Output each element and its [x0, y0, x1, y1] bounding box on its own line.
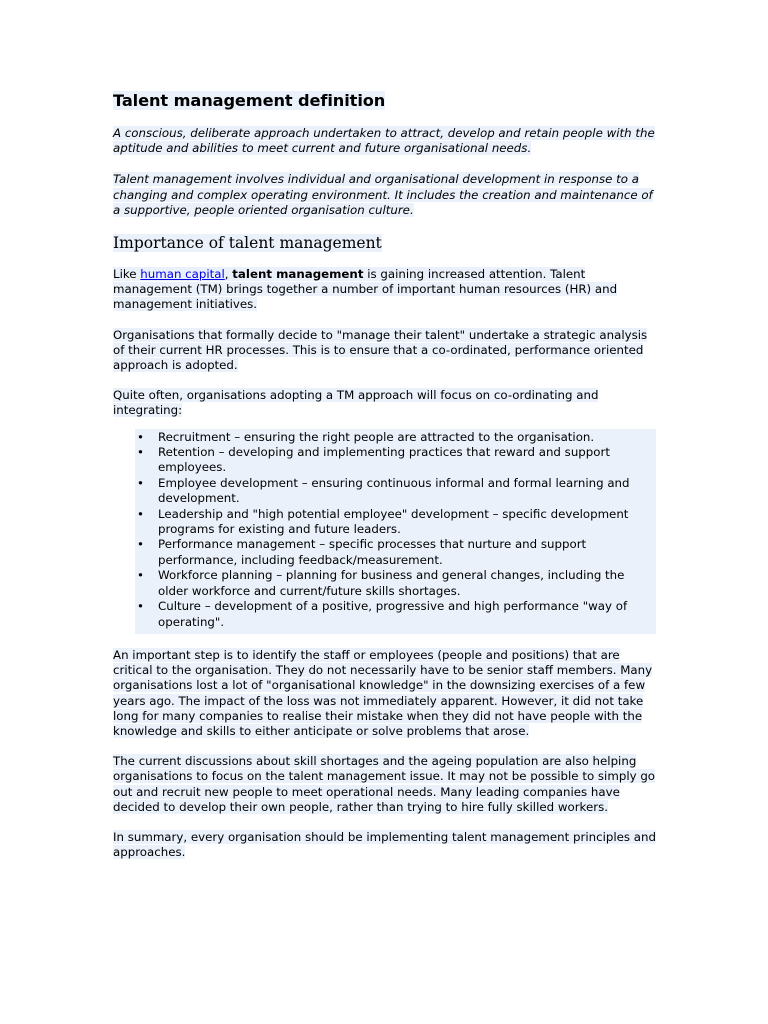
intro-rest: is gaining increased attention. Talent management (TM) brings together a number of important human resources (HR) and management initiatives. [113, 267, 618, 312]
list-item: • Leadership and "high potential employee" development – specific development programs for existing and future leaders. [137, 506, 629, 537]
bullet-dot: • [137, 537, 144, 552]
bullet-dot: • [137, 506, 144, 521]
bullet-dot: • [137, 429, 144, 444]
bullet-dot: • [137, 445, 144, 460]
list-item: • Recruitment – ensuring the right people are attracted to the organisation. [137, 429, 595, 444]
bullet-dot: • [137, 568, 144, 583]
strategy-paragraph: Organisations that formally decide to "manage their talent" undertake a strategic analysis of their current HR processes. This is to ensure that a co-ordinated, performance oriented approach is adopted. [113, 327, 648, 373]
section-heading: Importance of talent management [113, 234, 382, 253]
critical-staff-paragraph: An important step is to identify the staff or employees (people and positions) that are critical to the organisation. They do not necessarily have to be senior staff members. Many organisations lost a lot of "organisational knowledge" in the downsizing exercises of a few years ago. The impact of the loss was not immediately apparent. However, it did not take long for many companies to realise their mistake when they did not have people with the knowledge and skills to either anticipate or solve problems that arose. [113, 647, 653, 738]
skill-shortage-paragraph: The current discussions about skill shortages and the ageing population are also helping organisations to focus on the talent management issue. It may not be possible to simply go out and recruit new people to meet operational needs. Many leading companies have decided to develop their own people, rather than trying to hire fully skilled workers. [113, 754, 656, 814]
document-content [113, 91, 658, 860]
list-item: • Retention – developing and implementing practices that reward and support employees. [137, 445, 610, 475]
bullet-list-box [135, 429, 656, 634]
intro-prefix: Like [113, 267, 141, 282]
list-item: • Culture – development of a positive, progressive and high performance "way of operating". [137, 599, 628, 629]
bullet-dot: • [137, 599, 144, 614]
bullet-list [135, 430, 656, 630]
page-title: Talent management definition [113, 91, 386, 110]
intro-bold-term: talent management [232, 267, 364, 282]
definition-paragraph-2: Talent management involves individual and organisational development in response to a changing and complex operating environment. It includes the creation and maintenance of a supportive, people oriented organisation culture. [113, 172, 653, 217]
list-item: • Performance management – specific processes that nurture and support performance, including feedback/measurement. [137, 537, 587, 567]
focus-paragraph: Quite often, organisations adopting a TM approach will focus on co-ordinating and integrating: [113, 388, 599, 418]
list-item: • Workforce planning – planning for business and general changes, including the older workforce and current/future skills shortages. [137, 568, 625, 598]
summary-paragraph: In summary, every organisation should be implementing talent management principles and approaches. [113, 829, 656, 860]
definition-paragraph-1: A conscious, deliberate approach undertaken to attract, develop and retain people with the aptitude and abilities to meet current and future organisational needs. [113, 126, 655, 156]
human-capital-link[interactable]: human capital [140, 267, 225, 282]
list-item: • Employee development – ensuring continuous informal and formal learning and development. [137, 475, 630, 506]
bullet-dot: • [137, 475, 144, 490]
intro-paragraph [113, 267, 658, 313]
intro-comma: , [224, 267, 233, 282]
